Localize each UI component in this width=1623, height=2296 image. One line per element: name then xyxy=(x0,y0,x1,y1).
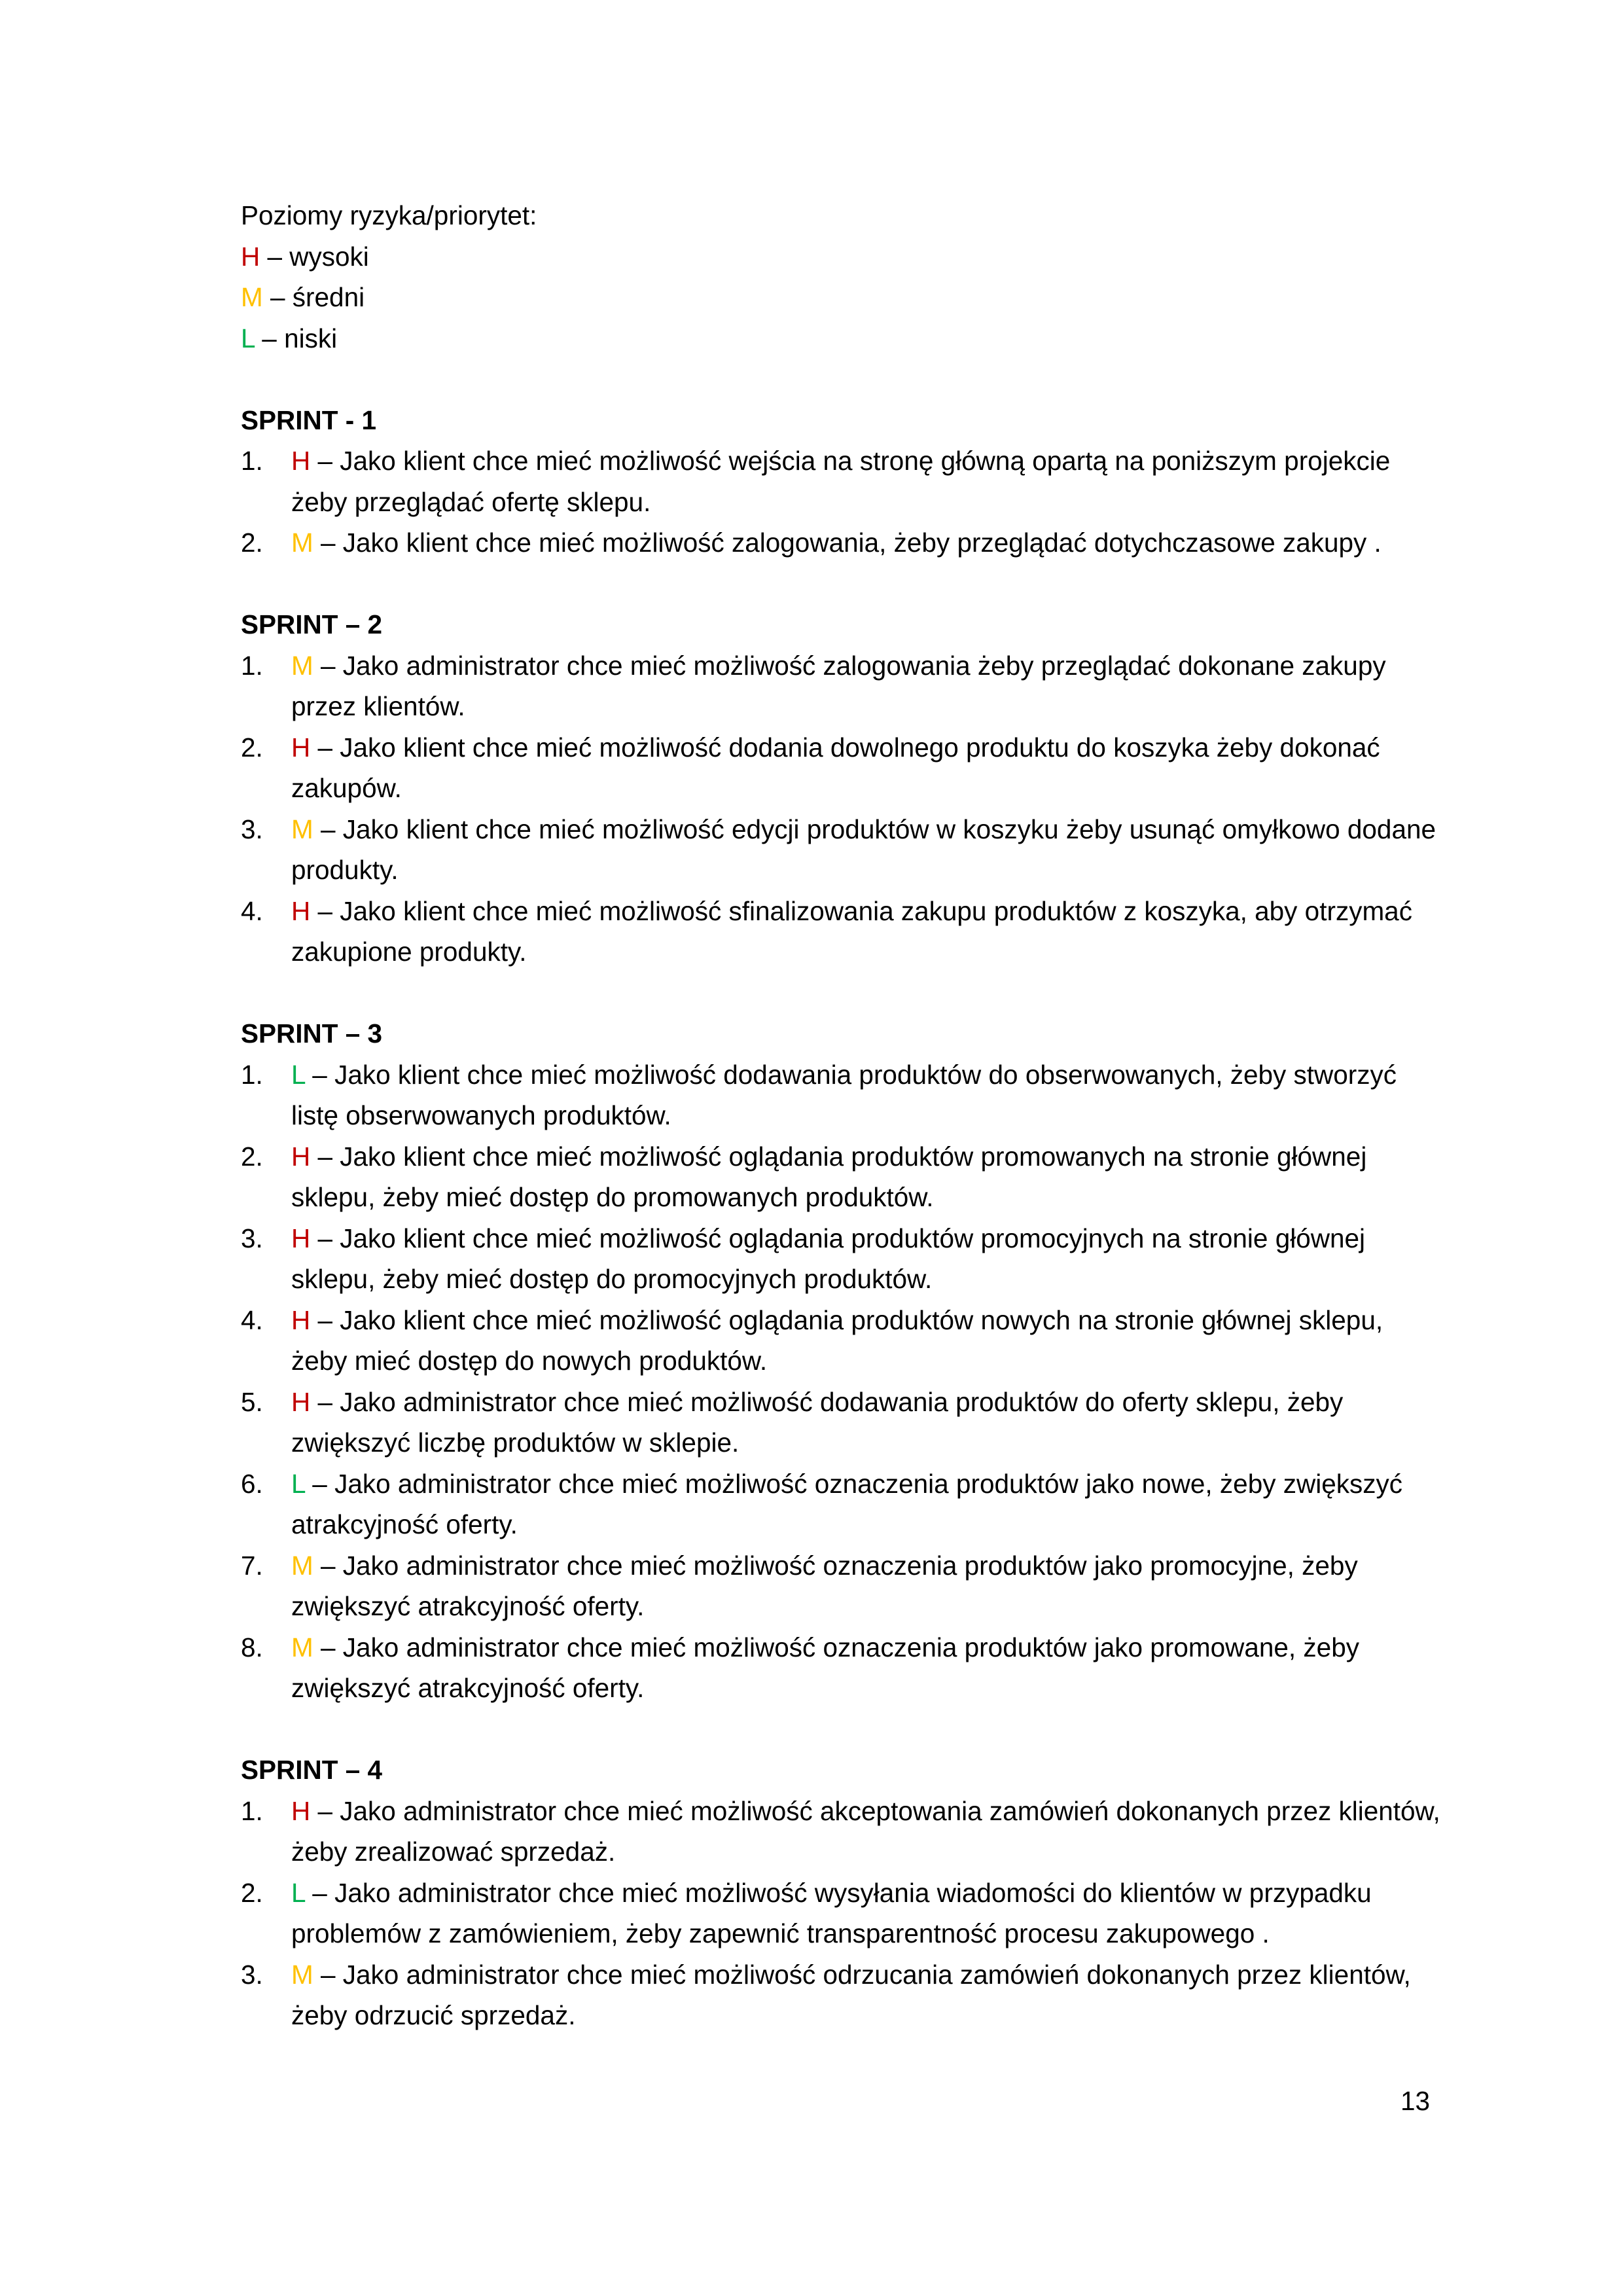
user-story-item xyxy=(241,1627,1445,1709)
priority-code: L xyxy=(291,1059,306,1090)
priority-dash: – xyxy=(313,528,343,558)
user-story-item xyxy=(241,1873,1445,1954)
priority-code: M xyxy=(291,528,313,558)
priority-code: H xyxy=(291,1141,311,1172)
priority-dash: – xyxy=(310,1795,340,1826)
user-story-item xyxy=(241,1954,1445,2036)
legend-label-medium: średni xyxy=(292,282,365,312)
sprint-title: SPRINT - 1 xyxy=(241,404,377,435)
user-story-text: Jako klient chce mieć możliwość zalogowania, żeby przeglądać dotychczasowe zakupy . xyxy=(342,528,1382,558)
user-story-item xyxy=(241,891,1445,973)
user-story-text: Jako klient chce mieć możliwość wejścia na stronę główną opartą na poniższym projekcie żeby przeglądać ofertę sklepu. xyxy=(291,446,1391,517)
user-story-item xyxy=(241,1136,1445,1218)
legend-label-low: niski xyxy=(284,323,338,353)
priority-dash: – xyxy=(310,732,340,762)
priority-dash: – xyxy=(313,1959,343,1990)
user-story-item xyxy=(241,1054,1445,1136)
user-story-text: Jako administrator chce mieć możliwość zalogowania żeby przeglądać dokonane zakupy przez klientów. xyxy=(291,650,1386,721)
legend-code-medium: M xyxy=(241,282,263,312)
priority-dash: – xyxy=(310,895,340,926)
legend-code-high: H xyxy=(241,241,260,272)
user-story-item xyxy=(241,1300,1445,1382)
item-number: 2. xyxy=(241,1141,263,1172)
priority-dash: – xyxy=(310,1304,340,1335)
priority-code: L xyxy=(291,1468,306,1499)
user-story-item xyxy=(241,440,1445,522)
priority-code: H xyxy=(291,1795,311,1826)
legend-title: Poziomy ryzyka/priorytet: xyxy=(241,200,537,230)
sprint-section xyxy=(241,400,1445,564)
item-number: 3. xyxy=(241,1223,263,1253)
priority-code: H xyxy=(291,1223,311,1253)
user-story-text: Jako klient chce mieć możliwość dodawania produktów do obserwowanych, żeby stworzyć listę obserwowanych produktów. xyxy=(291,1059,1397,1130)
legend-dash: – xyxy=(255,323,285,353)
priority-dash: – xyxy=(313,650,343,681)
item-number: 1. xyxy=(241,1059,263,1090)
priority-dash: – xyxy=(305,1468,335,1499)
user-story-item xyxy=(241,1463,1445,1545)
user-story-item xyxy=(241,809,1445,891)
legend-item-medium xyxy=(241,277,1445,318)
user-story-list xyxy=(241,440,1445,564)
priority-dash: – xyxy=(305,1059,335,1090)
user-story-text: Jako administrator chce mieć możliwość dodawania produktów do oferty sklepu, żeby zwiększyć liczbę produktów w sklepie. xyxy=(291,1386,1344,1458)
priority-dash: – xyxy=(310,1223,340,1253)
item-number: 2. xyxy=(241,732,263,762)
priority-dash: – xyxy=(310,1141,340,1172)
legend-item-low xyxy=(241,318,1445,359)
legend-dash: – xyxy=(260,241,290,272)
user-story-text: Jako klient chce mieć możliwość sfinalizowania zakupu produktów z koszyka, aby otrzymać zakupione produkty. xyxy=(291,895,1412,967)
legend-dash: – xyxy=(262,282,293,312)
sprint-title: SPRINT – 4 xyxy=(241,1755,383,1785)
item-number: 4. xyxy=(241,895,263,926)
priority-code: M xyxy=(291,814,313,844)
item-number: 8. xyxy=(241,1632,263,1662)
sprint-title: SPRINT – 3 xyxy=(241,1018,383,1049)
priority-dash: – xyxy=(305,1877,335,1908)
legend-code-low: L xyxy=(241,323,255,353)
item-number: 2. xyxy=(241,528,263,558)
priority-code: M xyxy=(291,650,313,681)
item-number: 6. xyxy=(241,1468,263,1499)
user-story-item xyxy=(241,1382,1445,1463)
user-story-text: Jako administrator chce mieć możliwość akceptowania zamówień dokonanych przez klientów, żeby zrealizować sprzedaż. xyxy=(291,1795,1440,1867)
item-number: 1. xyxy=(241,1795,263,1826)
user-story-text: Jako klient chce mieć możliwość oglądania produktów promocyjnych na stronie głównej sklepu, żeby mieć dostęp do promocyjnych produktów. xyxy=(291,1223,1366,1294)
priority-dash: – xyxy=(313,1550,343,1581)
sprint-section xyxy=(241,1013,1445,1709)
user-story-item xyxy=(241,1791,1445,1873)
user-story-item xyxy=(241,1545,1445,1627)
user-story-list xyxy=(241,1054,1445,1709)
user-story-text: Jako administrator chce mieć możliwość oznaczenia produktów jako promowane, żeby zwiększyć atrakcyjność oferty. xyxy=(291,1632,1359,1703)
item-number: 5. xyxy=(241,1386,263,1417)
priority-code: H xyxy=(291,1304,311,1335)
user-story-item xyxy=(241,522,1445,564)
sprint-title: SPRINT – 2 xyxy=(241,609,383,639)
legend-label-high: wysoki xyxy=(289,241,369,272)
priority-code: M xyxy=(291,1632,313,1662)
page-number: 13 xyxy=(1400,2086,1431,2116)
priority-code: H xyxy=(291,732,311,762)
user-story-text: Jako administrator chce mieć możliwość oznaczenia produktów jako promocyjne, żeby zwiększyć atrakcyjność oferty. xyxy=(291,1550,1358,1621)
user-story-list xyxy=(241,1791,1445,2036)
priority-code: M xyxy=(291,1550,313,1581)
user-story-text: Jako klient chce mieć możliwość dodania dowolnego produktu do koszyka żeby dokonać zakupów. xyxy=(291,732,1380,803)
item-number: 3. xyxy=(241,814,263,844)
risk-legend xyxy=(241,195,1445,359)
user-story-item xyxy=(241,727,1445,809)
item-number: 3. xyxy=(241,1959,263,1990)
user-story-text: Jako klient chce mieć możliwość oglądania produktów promowanych na stronie głównej sklepu, żeby mieć dostęp do promowanych produktów. xyxy=(291,1141,1367,1212)
sprint-list xyxy=(241,400,1445,2036)
document-page xyxy=(241,195,1445,2036)
user-story-text: Jako administrator chce mieć możliwość odrzucania zamówień dokonanych przez klientów, żeby odrzucić sprzedaż. xyxy=(291,1959,1411,2030)
user-story-item xyxy=(241,645,1445,727)
priority-code: H xyxy=(291,1386,311,1417)
priority-code: M xyxy=(291,1959,313,1990)
priority-code: H xyxy=(291,895,311,926)
priority-code: L xyxy=(291,1877,306,1908)
sprint-section xyxy=(241,1749,1445,2036)
user-story-item xyxy=(241,1218,1445,1300)
priority-dash: – xyxy=(313,1632,343,1662)
user-story-text: Jako administrator chce mieć możliwość oznaczenia produktów jako nowe, żeby zwiększyć atrakcyjność oferty. xyxy=(291,1468,1402,1539)
user-story-text: Jako klient chce mieć możliwość oglądania produktów nowych na stronie głównej sklepu, żeby mieć dostęp do nowych produktów. xyxy=(291,1304,1383,1376)
item-number: 4. xyxy=(241,1304,263,1335)
item-number: 7. xyxy=(241,1550,263,1581)
priority-dash: – xyxy=(310,446,340,476)
item-number: 1. xyxy=(241,446,263,476)
priority-code: H xyxy=(291,446,311,476)
priority-dash: – xyxy=(313,814,343,844)
item-number: 1. xyxy=(241,650,263,681)
legend-item-high xyxy=(241,236,1445,278)
user-story-text: Jako klient chce mieć możliwość edycji produktów w koszyku żeby usunąć omyłkowo dodane produkty. xyxy=(291,814,1436,885)
item-number: 2. xyxy=(241,1877,263,1908)
user-story-list xyxy=(241,645,1445,973)
user-story-text: Jako administrator chce mieć możliwość wysyłania wiadomości do klientów w przypadku problemów z zamówieniem, żeby zapewnić transparentność procesu zakupowego . xyxy=(291,1877,1372,1948)
sprint-section xyxy=(241,604,1445,973)
priority-dash: – xyxy=(310,1386,340,1417)
